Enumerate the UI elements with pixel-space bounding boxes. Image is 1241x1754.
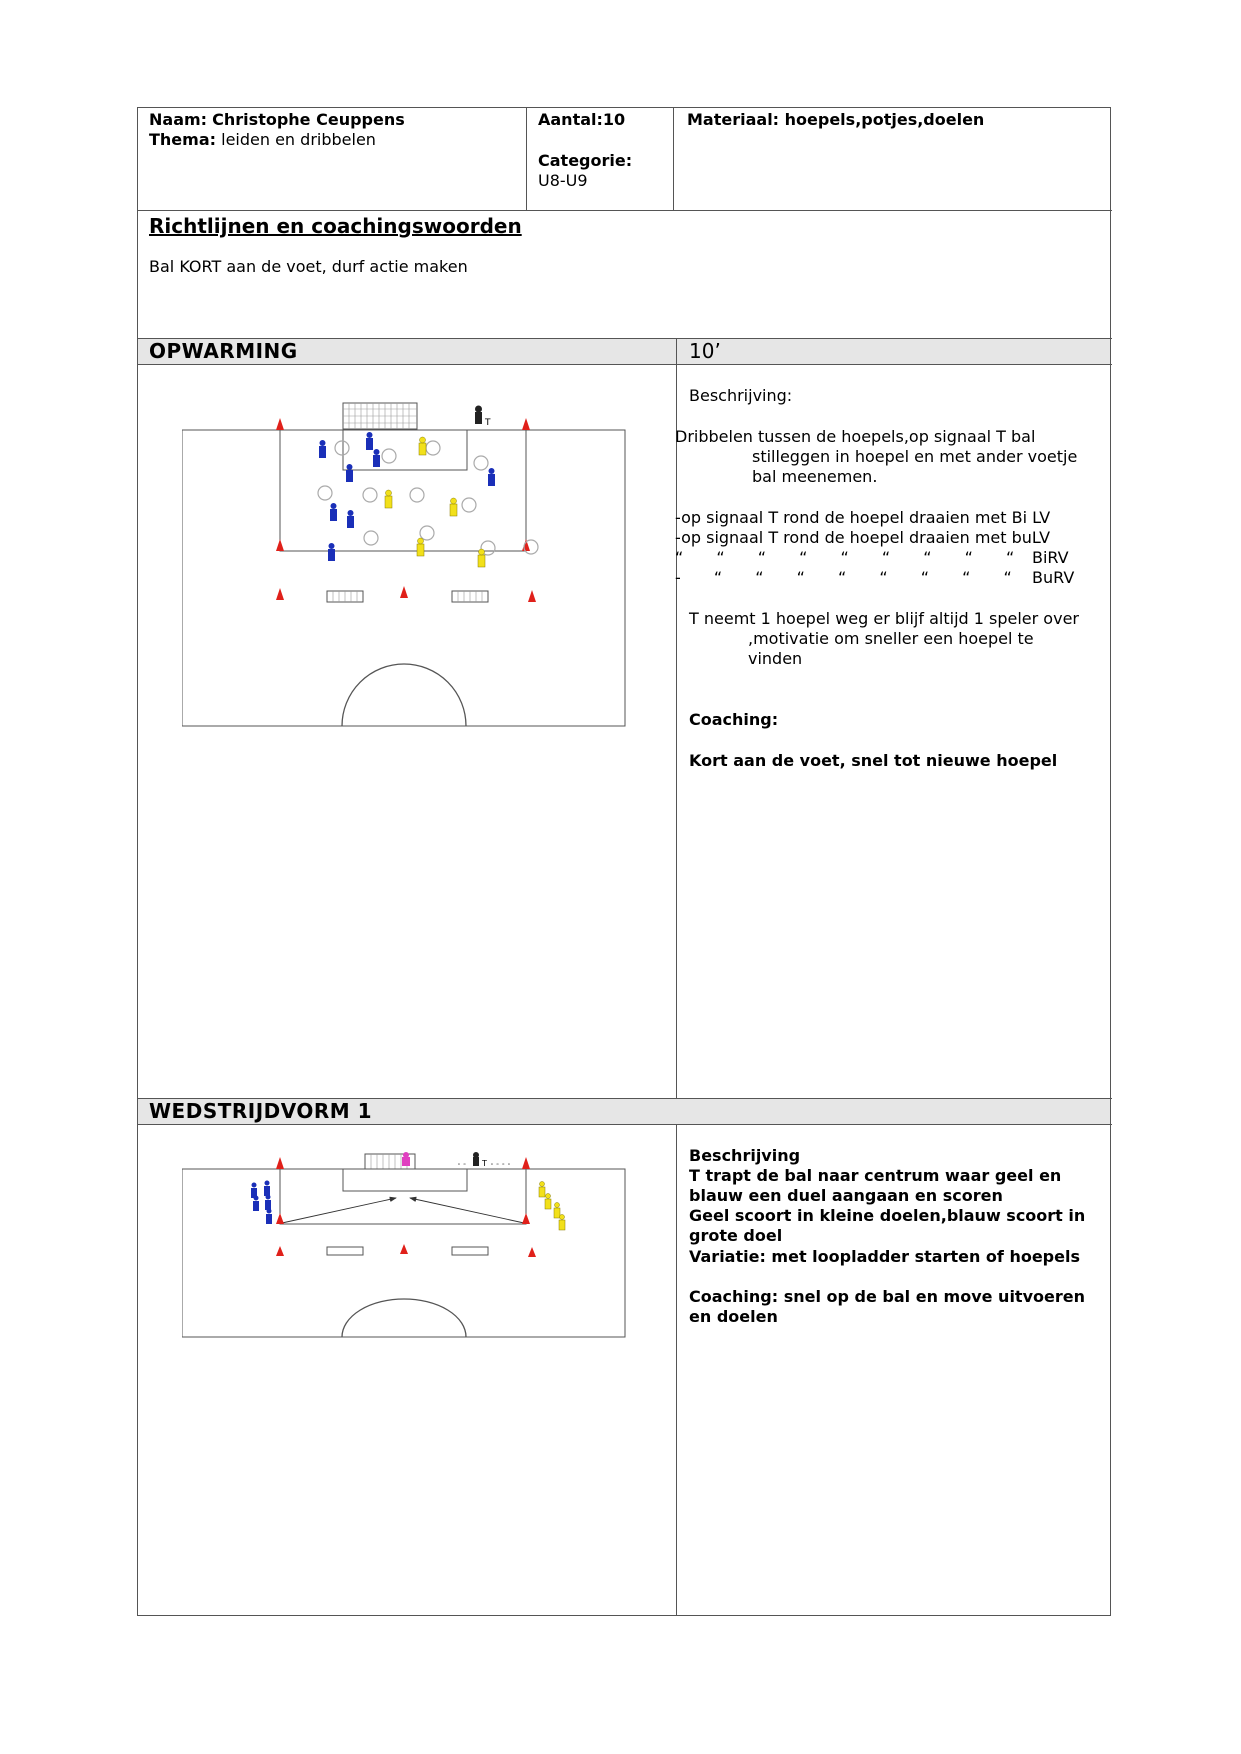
divider: [673, 108, 674, 210]
opwarming-beschrijving-label: Beschrijving:: [689, 386, 793, 405]
categorie-label: Categorie:: [538, 151, 633, 170]
wedstrijd-line-2: blauw een duel aangaan en scoren: [689, 1186, 1003, 1205]
wedstrijd-field-diagram: [182, 1143, 632, 1353]
aantal: Aantal:10: [538, 110, 626, 129]
wedstrijd-variatie: Variatie: met loopladder starten of hoepels: [689, 1247, 1080, 1266]
thema-line: [149, 130, 376, 150]
trainer-label: T: [485, 418, 491, 428]
opwarming-field-diagram: [182, 398, 632, 738]
opwarming-variation-2: -op signaal T rond de hoepel draaien met buLV: [675, 528, 1051, 547]
divider: [138, 210, 1112, 211]
opwarming-para1-line1: Dribbelen tussen de hoepels,op signaal T bal: [675, 427, 1036, 446]
ditto-marks: “ “ “ “ “ “ “ “ “: [675, 548, 1015, 567]
naam-value: Christophe Ceuppens: [212, 110, 405, 129]
thema-value: leiden en dribbelen: [221, 130, 376, 149]
wedstrijd-line-3: Geel scoort in kleine doelen,blauw scoort in: [689, 1206, 1086, 1225]
divider: [138, 364, 1112, 365]
divider: [138, 1124, 1112, 1125]
opwarming-para1-line2: stilleggen in hoepel en met ander voetje: [752, 447, 1078, 466]
ditto-marks: - “ “ “ “ “ “ “ “: [675, 568, 1012, 587]
wedstrijd-beschrijving-label: Beschrijving: [689, 1146, 801, 1165]
naam-label: Naam:: [149, 110, 208, 129]
balls-cluster: ∘ ∘: [457, 1161, 467, 1168]
opwarming-title: OPWARMING: [149, 339, 298, 363]
opwarming-variation-1: -op signaal T rond de hoepel draaien met Bi LV: [675, 508, 1051, 527]
opwarming-para1-line3: bal meenemen.: [752, 467, 878, 486]
opwarming-coaching-text: Kort aan de voet, snel tot nieuwe hoepel: [689, 751, 1058, 770]
thema-label: Thema:: [149, 130, 217, 149]
opwarming-para2-line3: vinden: [748, 649, 803, 668]
trainer-label: T: [482, 1159, 487, 1168]
balls-cluster: ∘ ∘ ∘ ∘: [490, 1161, 511, 1168]
opwarming-variation-3: [675, 548, 1069, 568]
wedstrijd-coaching-line-1: Coaching: snel op de bal en move uitvoeren: [689, 1287, 1085, 1306]
richtlijnen-title: Richtlijnen en coachingswoorden: [149, 214, 522, 238]
materiaal: Materiaal: hoepels,potjes,doelen: [687, 110, 985, 129]
variation-3-end: BiRV: [1032, 548, 1069, 567]
opwarming-para2-line2: ,motivatie om sneller een hoepel te: [748, 629, 1034, 648]
wedstrijd-line-4: grote doel: [689, 1226, 783, 1245]
categorie-value: U8-U9: [538, 171, 588, 190]
session-sheet: [137, 107, 1111, 1616]
opwarming-para2-line1: T neemt 1 hoepel weg er blijf altijd 1 speler over: [689, 609, 1079, 628]
divider: [526, 108, 527, 210]
opwarming-variation-4: [675, 568, 1075, 588]
opwarming-duration: 10’: [689, 339, 721, 363]
wedstrijd-coaching-line-2: en doelen: [689, 1307, 778, 1326]
opwarming-coaching-label: Coaching:: [689, 710, 779, 729]
naam-line: [149, 110, 405, 130]
wedstrijdvorm-title: WEDSTRIJDVORM 1: [149, 1099, 373, 1123]
richtlijnen-text: Bal KORT aan de voet, durf actie maken: [149, 257, 468, 276]
wedstrijd-line-1: T trapt de bal naar centrum waar geel en: [689, 1166, 1062, 1185]
variation-4-end: BuRV: [1032, 568, 1075, 587]
